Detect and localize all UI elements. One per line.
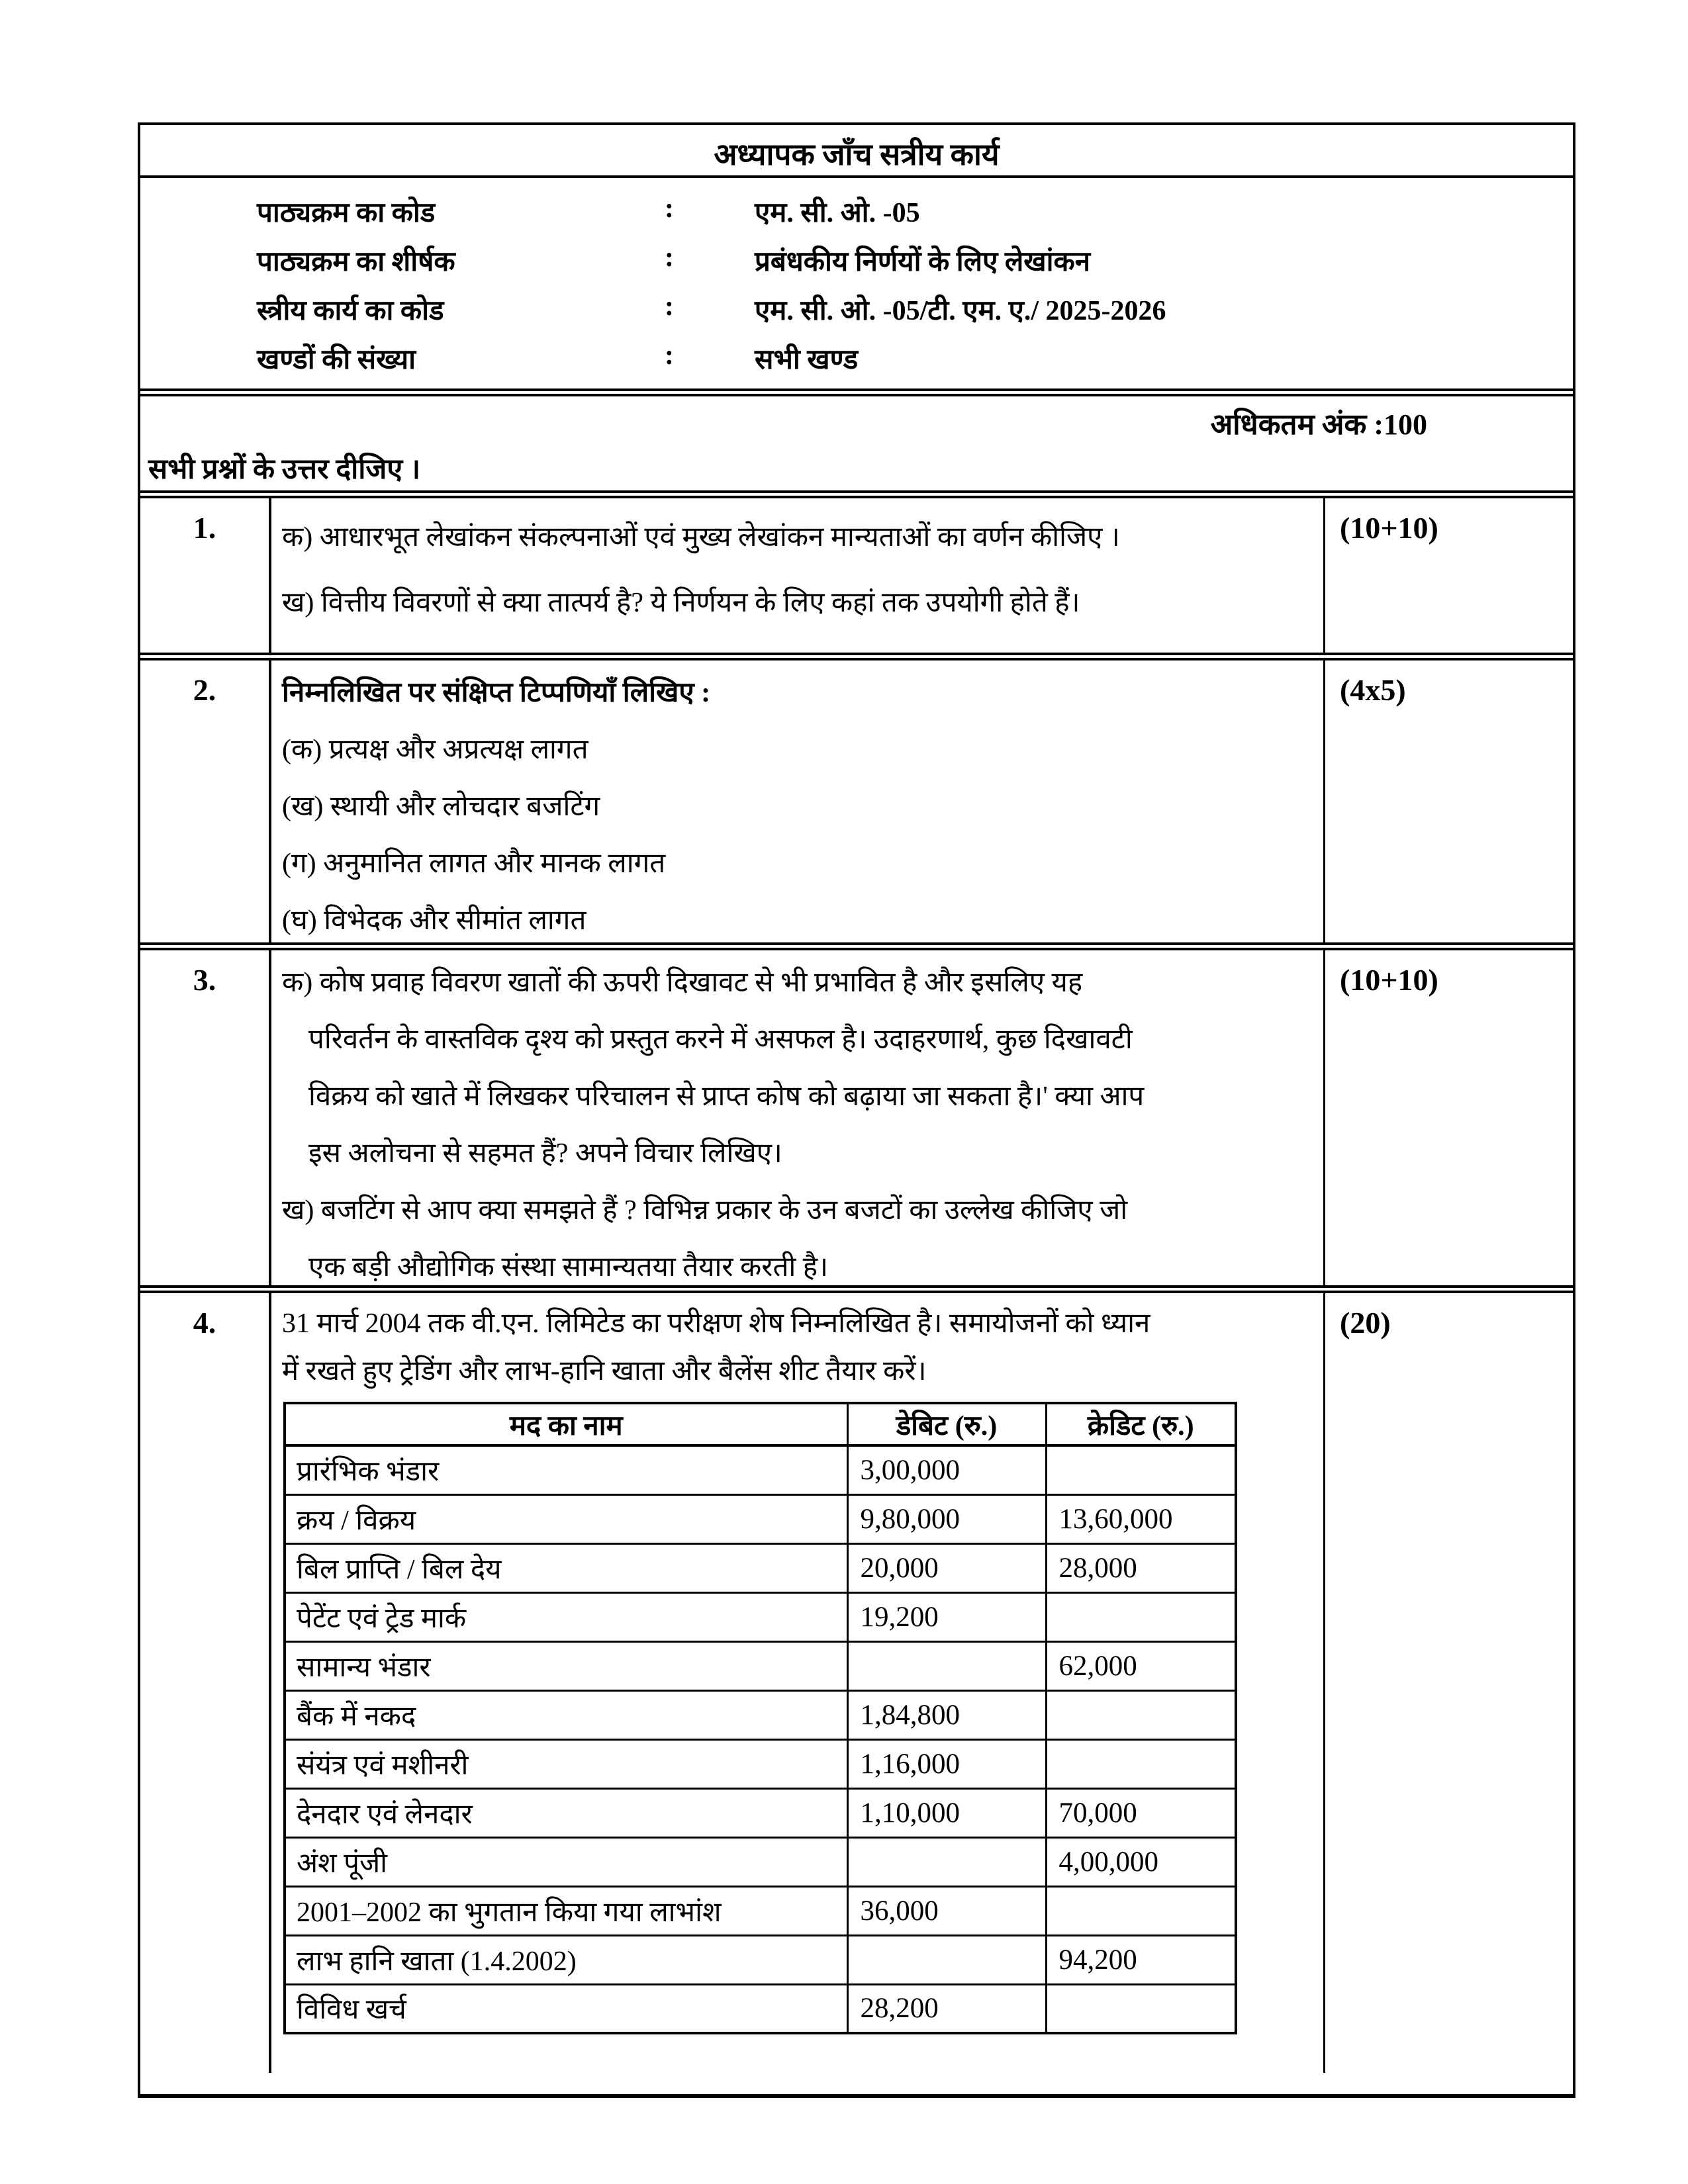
question-line: क) कोष प्रवाह विवरण खातों की ऊपरी दिखावट से भी प्रभावित है और इसलिए यह	[282, 968, 1083, 998]
question-line: ख) बजटिंग से आप क्या समझते हैं ? विभिन्न प्रकार के उन बजटों का उल्लेख कीजिए जो	[282, 1195, 1128, 1226]
debit-cell: 28,200	[847, 1984, 1046, 2033]
question-number: 2.	[140, 660, 271, 942]
question-marks: (10+10)	[1323, 950, 1573, 1285]
column-header-item-name: मद का नाम	[285, 1403, 847, 1445]
question-line: विक्रय को खाते में लिखकर परिचालन से प्राप्त कोष को बढ़ाया जा सकता है।' क्या आप	[308, 1081, 1145, 1112]
question-line: ख) वित्तीय विवरणों से क्या तात्पर्य है? ये निर्णयन के लिए कहां तक उपयोगी होते हैं।	[282, 588, 1080, 618]
info-label: स्त्रीय कार्य का कोड	[257, 296, 444, 326]
info-label: पाठ्यक्रम का शीर्षक	[257, 247, 455, 277]
info-colon: :	[665, 340, 674, 371]
question-line: (ग) अनुमानित लागत और मानक लागत	[282, 848, 666, 879]
table-row	[285, 1592, 1236, 1641]
credit-cell: 94,200	[1046, 1935, 1236, 1984]
column-header-debit: डेबिट (रु.)	[847, 1403, 1046, 1445]
item-name-cell: क्रय / विक्रय	[285, 1494, 847, 1543]
item-name-cell: लाभ हानि खाता (1.4.2002)	[285, 1935, 847, 1984]
debit-cell: 1,84,800	[847, 1690, 1046, 1739]
info-value: एम. सी. ओ. -05/टी. एम. ए./ 2025-2026	[755, 296, 1166, 326]
debit-cell: 3,00,000	[847, 1445, 1046, 1494]
table-row	[285, 1886, 1236, 1935]
trial-balance-table	[283, 1402, 1237, 2034]
question-line: (घ) विभेदक और सीमांत लागत	[282, 905, 586, 936]
table-row	[285, 1690, 1236, 1739]
debit-cell: 1,10,000	[847, 1788, 1046, 1837]
debit-cell: 9,80,000	[847, 1494, 1046, 1543]
question-row-4	[140, 1285, 1573, 2073]
question-row-1	[140, 498, 1573, 653]
debit-cell	[847, 1837, 1046, 1886]
credit-cell	[1046, 1886, 1236, 1935]
info-row-course-code	[140, 187, 1573, 236]
info-row-assignment-code	[140, 285, 1573, 334]
info-label: खण्डों की संख्या	[257, 345, 416, 375]
page-title: अध्यापक जाँच सत्रीय कार्य	[140, 125, 1573, 178]
question-marks: (20)	[1323, 1293, 1573, 2073]
info-value: सभी खण्ड	[755, 345, 859, 375]
questions-table	[140, 490, 1573, 2073]
table-row	[285, 1641, 1236, 1690]
table-row	[285, 1837, 1236, 1886]
question-marks: (10+10)	[1323, 498, 1573, 653]
item-name-cell: विविध खर्च	[285, 1984, 847, 2033]
credit-cell: 70,000	[1046, 1788, 1236, 1837]
debit-cell: 36,000	[847, 1886, 1046, 1935]
question-body	[271, 498, 1323, 653]
info-row-sections-count	[140, 334, 1573, 383]
item-name-cell: देनदार एवं लेनदार	[285, 1788, 847, 1837]
credit-cell	[1046, 1592, 1236, 1641]
question-line: क) आधारभूत लेखांकन संकल्पनाओं एवं मुख्य लेखांकन मान्यताओं का वर्णन कीजिए ।	[282, 522, 1120, 553]
credit-cell: 28,000	[1046, 1543, 1236, 1592]
table-row	[285, 1445, 1236, 1494]
debit-cell	[847, 1935, 1046, 1984]
debit-cell: 20,000	[847, 1543, 1046, 1592]
marks-instruction-strip	[140, 396, 1573, 490]
table-row	[285, 1494, 1236, 1543]
info-row-course-title	[140, 236, 1573, 285]
info-colon: :	[665, 193, 674, 224]
info-value: एम. सी. ओ. -05	[755, 198, 920, 228]
question-line: परिवर्तन के वास्तविक दृश्य को प्रस्तुत करने में असफल है। उदाहरणार्थ, कुछ दिखावटी	[308, 1024, 1133, 1055]
item-name-cell: बैंक में नकद	[285, 1690, 847, 1739]
question-number: 1.	[140, 498, 271, 653]
item-name-cell: पेटेंट एवं ट्रेड मार्क	[285, 1592, 847, 1641]
credit-cell	[1046, 1739, 1236, 1788]
item-name-cell: बिल प्राप्ति / बिल देय	[285, 1543, 847, 1592]
question-row-2	[140, 653, 1573, 942]
credit-cell	[1046, 1690, 1236, 1739]
debit-cell: 1,16,000	[847, 1739, 1046, 1788]
question-line: एक बड़ी औद्योगिक संस्था सामान्यतया तैयार करती है।	[308, 1252, 829, 1283]
assignment-sheet	[138, 122, 1575, 2098]
item-name-cell: संयंत्र एवं मशीनरी	[285, 1739, 847, 1788]
debit-cell	[847, 1641, 1046, 1690]
question-line: (ख) स्थायी और लोचदार बजटिंग	[282, 792, 600, 822]
max-marks-label: अधिकतम अंक :100	[1210, 408, 1427, 441]
item-name-cell: अंश पूंजी	[285, 1837, 847, 1886]
question-line: (क) प्रत्यक्ष और अप्रत्यक्ष लागत	[282, 735, 588, 765]
debit-cell: 19,200	[847, 1592, 1046, 1641]
credit-cell: 4,00,000	[1046, 1837, 1236, 1886]
item-name-cell: प्रारंभिक भंडार	[285, 1445, 847, 1494]
question-body	[271, 1293, 1323, 2073]
item-name-cell: 2001–2002 का भुगतान किया गया लाभांश	[285, 1886, 847, 1935]
question-body	[271, 660, 1323, 942]
question-line: में रखते हुए ट्रेडिंग और लाभ-हानि खाता और बैलेंस शीट तैयार करें।	[282, 1356, 927, 1387]
course-info-section	[140, 178, 1573, 396]
credit-cell	[1046, 1445, 1236, 1494]
question-marks: (4x5)	[1323, 660, 1573, 942]
answer-all-instruction: सभी प्रश्नों के उत्तर दीजिए ।	[148, 454, 421, 485]
table-row	[285, 1543, 1236, 1592]
info-label: पाठ्यक्रम का कोड	[257, 198, 436, 228]
credit-cell: 62,000	[1046, 1641, 1236, 1690]
info-value: प्रबंधकीय निर्णयों के लिए लेखांकन	[755, 247, 1091, 277]
item-name-cell: सामान्य भंडार	[285, 1641, 847, 1690]
question-row-3	[140, 942, 1573, 1285]
table-row	[285, 1788, 1236, 1837]
question-line: इस अलोचना से सहमत हैं? अपने विचार लिखिए।	[308, 1138, 782, 1169]
column-header-credit: क्रेडिट (रु.)	[1046, 1403, 1236, 1445]
credit-cell	[1046, 1984, 1236, 2033]
question-number: 4.	[140, 1293, 271, 2073]
info-colon: :	[665, 242, 674, 273]
question-number: 3.	[140, 950, 271, 1285]
question-body	[271, 950, 1323, 1285]
table-row	[285, 1739, 1236, 1788]
question-line: 31 मार्च 2004 तक वी.एन. लिमिटेड का परीक्षण शेष निम्नलिखित है। समायोजनों को ध्यान	[282, 1308, 1150, 1339]
question-line: निम्नलिखित पर संक्षिप्त टिप्पणियाँ लिखिए :	[282, 678, 711, 708]
table-header-row	[285, 1403, 1236, 1445]
credit-cell: 13,60,000	[1046, 1494, 1236, 1543]
table-row	[285, 1984, 1236, 2033]
info-colon: :	[665, 291, 674, 322]
table-row	[285, 1935, 1236, 1984]
